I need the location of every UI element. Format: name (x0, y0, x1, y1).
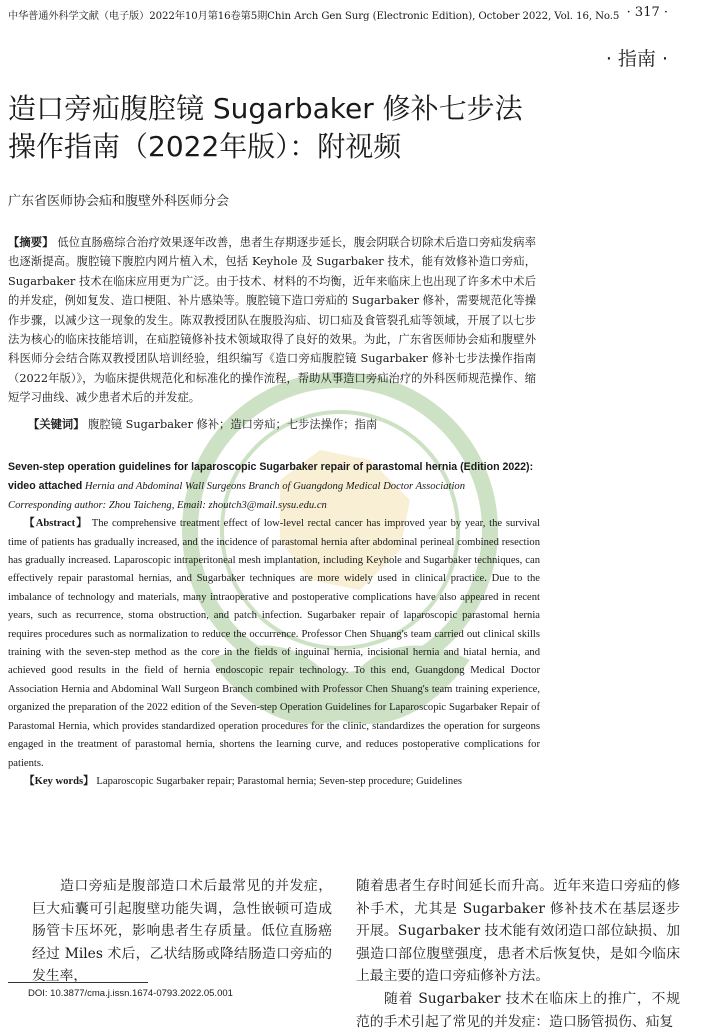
abstract-en-text: The comprehensive treatment effect of low-level rectal cancer has improved year by year, the survival time of patients has gradually increased, and the incidence of parastomal hernia after abdominal perineal combined resection has gradually increased. Laparoscopic intraperitoneal mesh implantation, including Keyhole and Sugarbaker techniques, can effectively repair parastomal hernias, and Sugarbaker techniques are more widely used in clinical practice. Due to the imbalance of technology and materials, many intraoperative and postoperative complications have also appeared in recent years, such as recurrence, stoma obstruction, and patch infection. Sugarbaker repair of laparoscopic parastomal hernia requires procedures such as normalization to reduce the occurrence. Professor Chen Shuang's team carried out clinical skills training with the seven-step method as the core in the fields of inguinal hernia, incisional hernia and hiatal hernia, and achieved good results in the field of hernia endoscopic repair technology. To this end, Guangdong Medical Doctor Association Hernia and Abdominal Wall Surgeon Branch combined with Professor Chen Shuang's team training experience, organized the preparation of the 2022 edition of the Seven-step Operation Guidelines for Laparoscopic Sugarbaker Repair of Parastomal Hernia, which provides standardized operation procedures for the clinic, standardizes the operation for surgeons engaged in the treatment of parastomal hernia, shortens the learning curve, and reduces postoperative complications for patients. (8, 518, 540, 769)
abstract-cn-label: 【摘要】 (8, 235, 54, 249)
keywords-en (24, 773, 540, 791)
page-number: · 317 · (626, 5, 668, 20)
section-tag: · 指南 · (605, 48, 668, 70)
title-line-2: 操作指南（2022年版）：附视频 (8, 130, 402, 163)
footnote-divider (8, 982, 148, 983)
body-column-left (32, 875, 332, 988)
body-paragraph: 随着患者生存时间延长而升高。近年来造口旁疝的修补手术，尤其是 Sugarbaker 修补技术在基层逐步开展。Sugarbaker 技术能有效闭造口部位缺损、加强造口部位腹壁强度，患者术后恢复快，是如今临床上最主要的造口旁疝修补方法。 (356, 878, 680, 985)
body-paragraph: 造口旁疝是腹部造口术后最常见的并发症，巨大疝囊可引起腹壁功能失调，急性嵌顿可造成肠管卡压坏死，影响患者生存质量。低位直肠癌经过 Miles 术后，乙状结肠或降结肠造口旁疝的发生率， (32, 878, 332, 985)
doi-footnote: DOI: 10.3877/cma.j.issn.1674-0793.2022.05.001 (28, 988, 233, 999)
body-paragraph: 随着 Sugarbaker 技术在临床上的推广，不规范的手术引起了常见的并发症：造口肠管损伤、疝复 (356, 990, 680, 1030)
english-title: Seven-step operation guidelines for laparoscopic Sugarbaker repair of parastomal hernia (Edition 2022): video attached (8, 461, 534, 493)
abstract-cn-text: 低位直肠癌综合治疗效果逐年改善，患者生存期逐步延长，腹会阴联合切除术后造口旁疝发病率也逐渐提高。腹腔镜下腹腔内网片植入术，包括 Keyhole 及 Sugarbaker 技术，能有效修补造口旁疝，Sugarbaker 技术在临床应用更为广泛。由于技术、材料的不均衡，近年来临床上也出现了许多术中术后的并发症，例如复发、造口梗阻、补片感染等。腹腔镜下造口旁疝的 Sugarbaker 修补，需要规范化等操作步骤，以减少这一现象的发生。陈双教授团队在腹股沟疝、切口疝及食管裂孔疝等领域，开展了以七步法为核心的临床技能培训，在疝腔镜修补技术领域取得了良好的效果。为此，广东省医师协会疝和腹壁外科医师分会结合陈双教授团队培训经验，组织编写《造口旁疝腹腔镜 Sugarbaker 修补七步法操作指南（2022年版）》，为临床提供规范化和标准化的操作流程，帮助从事造口旁疝治疗的外科医师规范操作、缩短学习曲线、减少患者术后的并发症。 (8, 236, 536, 405)
body-column-right (356, 875, 680, 1033)
journal-header: 中华普通外科学文献（电子版）2022年10月第16卷第5期Chin Arch Gen Surg (Electronic Edition), October 2022, Vol. 16, No.5 (8, 11, 620, 22)
article-title (8, 90, 608, 166)
keywords-cn (28, 416, 377, 432)
abstract-en-label: 【Abstract】 (24, 518, 88, 530)
english-abstract-block (8, 458, 540, 791)
keywords-cn-label: 【关键词】 (28, 417, 85, 431)
corresponding-author: Corresponding author: Zhou Taicheng, Email: zhoutch3@mail.sysu.edu.cn (8, 499, 327, 511)
author-affiliation-cn: 广东省医师协会疝和腹壁外科医师分会 (8, 194, 230, 209)
english-title-line (8, 458, 540, 497)
abstract-en (8, 515, 540, 773)
keywords-en-label: 【Key words】 (24, 775, 94, 787)
abstract-cn (8, 233, 536, 408)
keywords-cn-text: 腹腔镜 Sugarbaker 修补；造口旁疝；七步法操作；指南 (88, 418, 378, 431)
english-affiliation: Hernia and Abdominal Wall Surgeons Branch of Guangdong Medical Doctor Association (84, 481, 466, 493)
title-line-1: 造口旁疝腹腔镜 Sugarbaker 修补七步法 (8, 92, 523, 125)
keywords-en-text: Laparoscopic Sugarbaker repair; Parastomal hernia; Seven-step procedure; Guidelines (96, 775, 463, 787)
